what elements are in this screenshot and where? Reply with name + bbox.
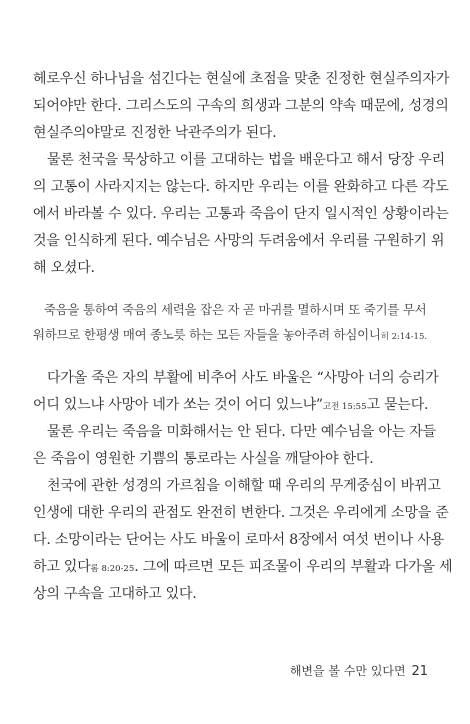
paragraph-2-line-2: 의 고통이 사라지지는 않는다. 하지만 우리는 이를 완화하고 다른 각도 [33,179,449,195]
scripture-reference: 고전 15:55 [322,402,367,412]
scripture-quote-line-2 [33,327,427,345]
paragraph-1-line-2: 되어야만 한다. 그리스도의 구속의 희생과 그분의 약속 때문에, 성경의 [33,98,449,114]
scripture-reference: 롬 8:20-25 [90,564,135,574]
scripture-quote-text: 워하므로 한평생 매여 종노릇 하는 모든 자들을 놓아주려 하심이니 [33,327,381,342]
paragraph-3-text: 어디 있느냐 사망아 네가 쏘는 것이 어디 있느냐” [33,397,323,413]
paragraph-1-line-1: 헤로우신 하나님을 섬긴다는 현실에 초점을 맞춘 진정한 현실주의자가 [33,71,450,87]
paragraph-1-line-3: 현실주의야말로 진정한 낙관주의가 된다. [33,125,277,141]
scripture-reference: 히 2:14-15. [380,332,428,342]
paragraph-3-line-1: 다가올 죽은 자의 부활에 비추어 사도 바울은 “사망아 너의 승리가 [47,370,439,386]
paragraph-2-line-1: 물론 천국을 묵상하고 이를 고대하는 법을 배운다고 해서 당장 우리 [47,152,445,168]
paragraph-5-text-after: . 그에 따르면 모든 피조물이 우리의 부활과 다가올 세 [134,559,453,575]
paragraph-5-text: 하고 있다 [33,559,91,575]
paragraph-5-line-4 [33,558,452,578]
paragraph-5-line-3: 다. 소망이라는 단어는 사도 바울이 로마서 8장에서 여섯 번이나 사용 [33,532,444,548]
paragraph-4-line-2: 은 죽음이 영원한 기쁨의 통로라는 사실을 깨달아야 한다. [33,451,374,467]
paragraph-4-line-1: 물론 우리는 죽음을 미화해서는 안 된다. 다만 예수님을 아는 자들 [47,424,436,440]
scripture-quote-line-1: 죽음을 통하여 죽음의 세력을 잡은 자 곧 마귀를 멸하시며 또 죽기를 무서 [44,302,427,317]
page-footer [290,662,428,679]
paragraph-5-line-2: 인생에 대한 우리의 관점도 완전히 변한다. 그것은 우리에게 소망을 준 [33,505,449,521]
paragraph-2-line-3: 에서 바라볼 수 있다. 우리는 고통과 죽음이 단지 일시적인 상황이라는 [33,206,449,222]
paragraph-3-text-after: 고 묻는다. [366,397,429,413]
paragraph-3-line-2 [33,396,428,416]
paragraph-2-line-4: 것을 인식하게 된다. 예수님은 사망의 두려움에서 우리를 구원하기 위 [33,233,445,249]
page-number: 21 [411,664,428,679]
paragraph-2-line-5: 해 오셨다. [33,260,95,276]
running-title: 해변을 볼 수만 있다면 [289,664,406,678]
paragraph-5-line-1: 천국에 관한 성경의 가르침을 이해할 때 우리의 무게중심이 바뀌고 [47,478,441,494]
paragraph-5-line-5: 상의 구속을 고대하고 있다. [33,586,197,602]
